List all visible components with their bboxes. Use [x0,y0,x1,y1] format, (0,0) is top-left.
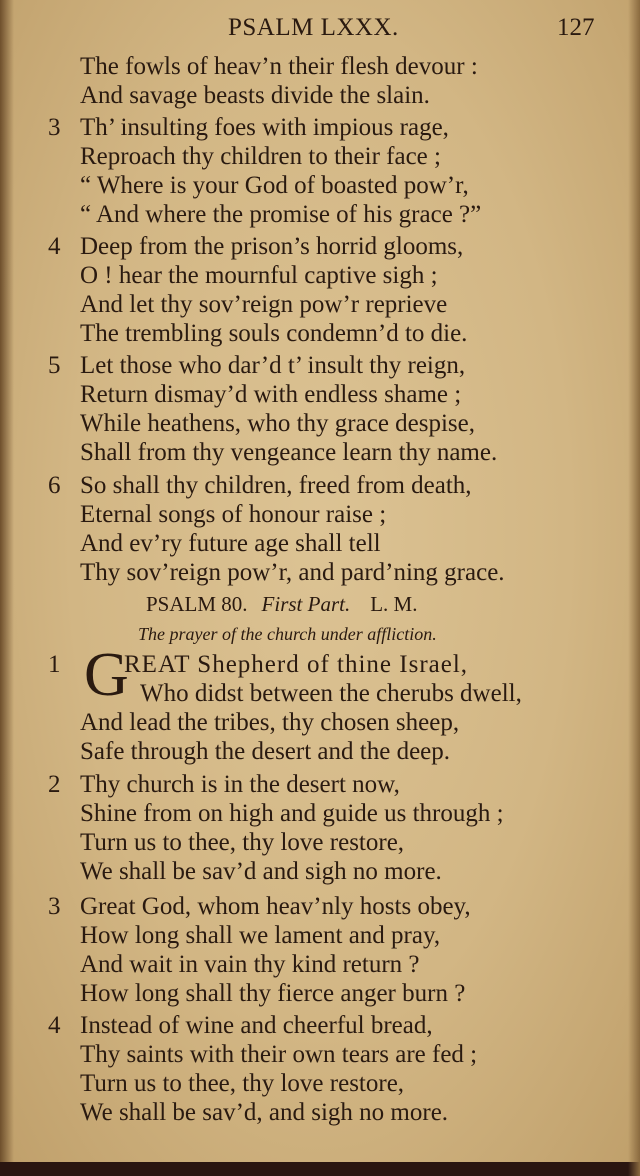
verse-line: And wait in vain thy kind return ? [80,951,420,978]
psalm-heading [146,592,417,617]
psalm-meter: L. M. [370,592,418,616]
verse-line: And ev’ry future age shall tell [80,530,381,557]
verse-line: REAT Shepherd of thine Israel, [124,651,469,678]
stanza-number: 3 [48,114,61,141]
verse-line: And savage beasts divide the slain. [80,82,430,109]
stanza-number: 2 [48,771,61,798]
verse-line: Thy saints with their own tears are fed ; [80,1041,478,1068]
verse-line: Let those who dar’d t’ insult thy reign, [80,352,466,379]
verse-line: Th’ insulting foes with impious rage, [80,114,449,141]
running-head: PSALM LXXX. [228,14,399,41]
verse-line: Instead of wine and cheerful bread, [80,1012,433,1039]
stanza-number: 4 [48,1012,61,1039]
verse-line: Return dismay’d with endless shame ; [80,381,462,408]
page-bottom-edge [0,1162,640,1176]
verse-line: Shall from thy vengeance learn thy name. [80,439,498,466]
verse-line: So shall thy children, freed from death, [80,472,472,499]
psalm-subtitle: The prayer of the church under affliction. [138,624,437,644]
verse-line: Shine from on high and guide us through ; [80,800,504,827]
verse-line: “ Where is your God of boasted pow’r, [80,172,469,199]
verse-line: Turn us to thee, thy love restore, [80,829,405,856]
verse-line: Turn us to thee, thy love restore, [80,1070,405,1097]
verse-line: Safe through the desert and the deep. [80,738,451,765]
stanza-number: 5 [48,352,61,379]
verse-line: While heathens, who thy grace despise, [80,410,476,437]
verse-line: Reproach thy children to their face ; [80,143,441,170]
verse-line: How long shall we lament and pray, [80,922,441,949]
verse-line: Thy sov’reign pow’r, and pard’ning grace. [80,559,505,586]
stanza-number: 6 [48,472,61,499]
verse-line: O ! hear the mournful captive sigh ; [80,262,438,289]
stanza-number: 3 [48,893,61,920]
verse-line: “ And where the promise of his grace ?” [80,201,482,228]
verse-line: And lead the tribes, thy chosen sheep, [80,709,460,736]
verse-line: Great God, whom heav’nly hosts obey, [80,893,471,920]
psalm-title: PSALM 80. [146,592,248,616]
verse-line: We shall be sav’d, and sigh no more. [80,1099,449,1126]
verse-line: How long shall thy fierce anger burn ? [80,980,466,1007]
verse-line: Deep from the prison’s horrid glooms, [80,233,464,260]
drop-cap: G [84,641,129,709]
verse-line: The trembling souls condemn’d to die. [80,320,468,347]
verse-line: We shall be sav’d and sigh no more. [80,858,442,885]
stanza-number: 4 [48,233,61,260]
psalm-part: First Part. [261,592,351,616]
page-header [0,14,640,50]
stanza-number: 1 [48,651,61,678]
verse-line: The fowls of heav’n their flesh devour : [80,53,478,80]
verse-line: Eternal songs of honour raise ; [80,501,387,528]
verse-line: Thy church is in the desert now, [80,771,400,798]
page-number: 127 [557,14,595,41]
verse-line: And let thy sov’reign pow’r reprieve [80,291,448,318]
verse-line: Who didst between the cherubs dwell, [140,680,522,707]
